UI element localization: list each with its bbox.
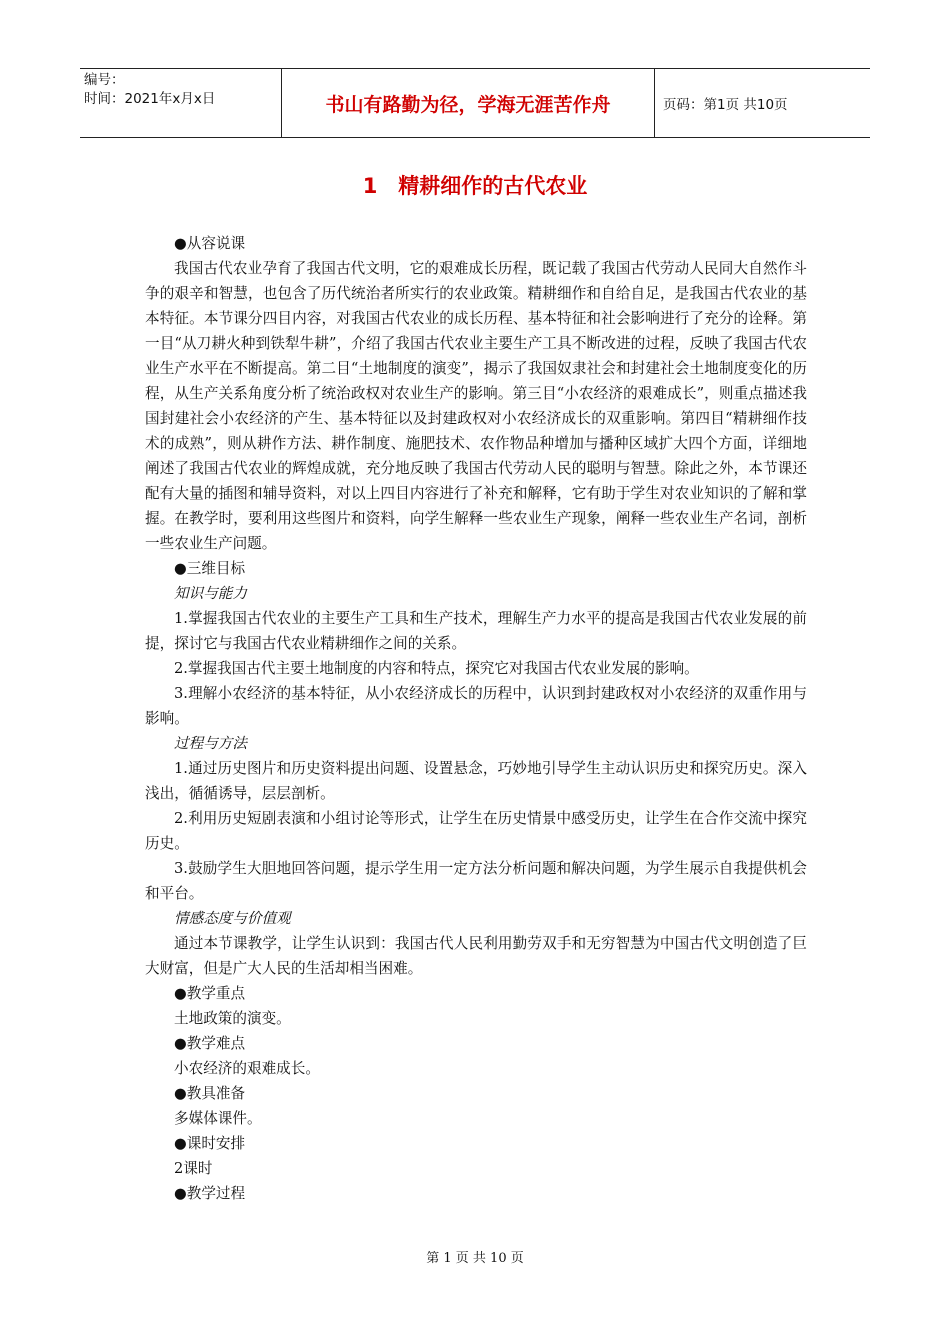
section-bullet: ●教学重点 xyxy=(174,985,246,1002)
header-meta xyxy=(80,69,282,137)
header-page-info: 页码：第1页 共10页 xyxy=(663,97,788,113)
section-bullet: ●教具准备 xyxy=(174,1085,246,1102)
subheading: 知识与能力 xyxy=(174,585,247,602)
paragraph: 2.利用历史短剧表演和小组讨论等形式，让学生在历史情景中感受历史，让学生在合作交流中探究历史。 xyxy=(145,810,807,852)
paragraph: 土地政策的演变。 xyxy=(174,1010,291,1027)
paragraph: 3.理解小农经济的基本特征，从小农经济成长的历程中，认识到封建政权对小农经济的双重作用与影响。 xyxy=(145,685,807,727)
section-bullet: ●教学难点 xyxy=(174,1035,246,1052)
header-motto: 书山有路勤为径，学海无涯苦作舟 xyxy=(282,69,655,137)
paragraph: 2.掌握我国古代主要土地制度的内容和特点，探究它对我国古代农业发展的影响。 xyxy=(174,660,699,677)
document-body xyxy=(145,231,807,1206)
subheading: 过程与方法 xyxy=(174,735,247,752)
paragraph: 1.通过历史图片和历史资料提出问题、设置悬念，巧妙地引导学生主动认识历史和探究历史。深入浅出，循循诱导，层层剖析。 xyxy=(145,760,807,802)
paragraph: 1.掌握我国古代农业的主要生产工具和生产技术，理解生产力水平的提高是我国古代农业发展的前提，探讨它与我国古代农业精耕细作之间的关系。 xyxy=(145,610,807,652)
section-bullet: ●课时安排 xyxy=(174,1135,246,1152)
page-header xyxy=(80,68,870,138)
paragraph: 我国古代农业孕育了我国古代文明，它的艰难成长历程，既记载了我国古代劳动人民同大自然作斗争的艰辛和智慧，也包含了历代统治者所实行的农业政策。精耕细作和自给自足，是我国古代农业的基本特征。本节课分四目内容，对我国古代农业的成长历程、基本特征和社会影响进行了充分的诠释。第一目“从刀耕火种到铁犁牛耕”，介绍了我国古代农业主要生产工具不断改进的过程，反映了我国古代农业生产水平在不断提高。第二目“土地制度的演变”，揭示了我国奴隶社会和封建社会土地制度变化的历程，从生产关系角度分析了统治政权对农业生产的影响。第三目“小农经济的艰难成长”，则重点描述我国封建社会小农经济的产生、基本特征以及封建政权对小农经济成长的双重影响。第四目“精耕细作技术的成熟”，则从耕作方法、耕作制度、施肥技术、农作物品种增加与播种区域扩大四个方面，详细地阐述了我国古代农业的辉煌成就，充分地反映了我国古代劳动人民的聪明与智慧。除此之外，本节课还配有大量的插图和辅导资料，对以上四目内容进行了补充和解释，它有助于学生对农业知识的了解和掌握。在教学时，要利用这些图片和资料，向学生解释一些农业生产现象，阐释一些农业生产名词，剖析一些农业生产问题。 xyxy=(145,260,807,552)
section-bullet: ●从容说课 xyxy=(174,235,246,252)
paragraph: 小农经济的艰难成长。 xyxy=(174,1060,320,1077)
document-title: 1 精耕细作的古代农业 xyxy=(362,174,588,198)
paragraph: 2课时 xyxy=(174,1160,213,1177)
section-bullet: ●三维目标 xyxy=(174,560,246,577)
number-label: 编号： xyxy=(84,72,125,88)
paragraph: 3.鼓励学生大胆地回答问题，提示学生用一定方法分析问题和解决问题，为学生展示自我提供机会和平台。 xyxy=(145,860,807,902)
page-footer: 第 1 页 共 10 页 xyxy=(426,1251,524,1266)
paragraph: 多媒体课件。 xyxy=(174,1110,262,1127)
time-label: 时间：2021年x月x日 xyxy=(84,91,216,107)
paragraph: 通过本节课教学，让学生认识到：我国古代人民利用勤劳双手和无穷智慧为中国古代文明创造了巨大财富，但是广大人民的生活却相当困难。 xyxy=(145,935,807,977)
subheading: 情感态度与价值观 xyxy=(174,910,291,927)
section-bullet: ●教学过程 xyxy=(174,1185,246,1202)
